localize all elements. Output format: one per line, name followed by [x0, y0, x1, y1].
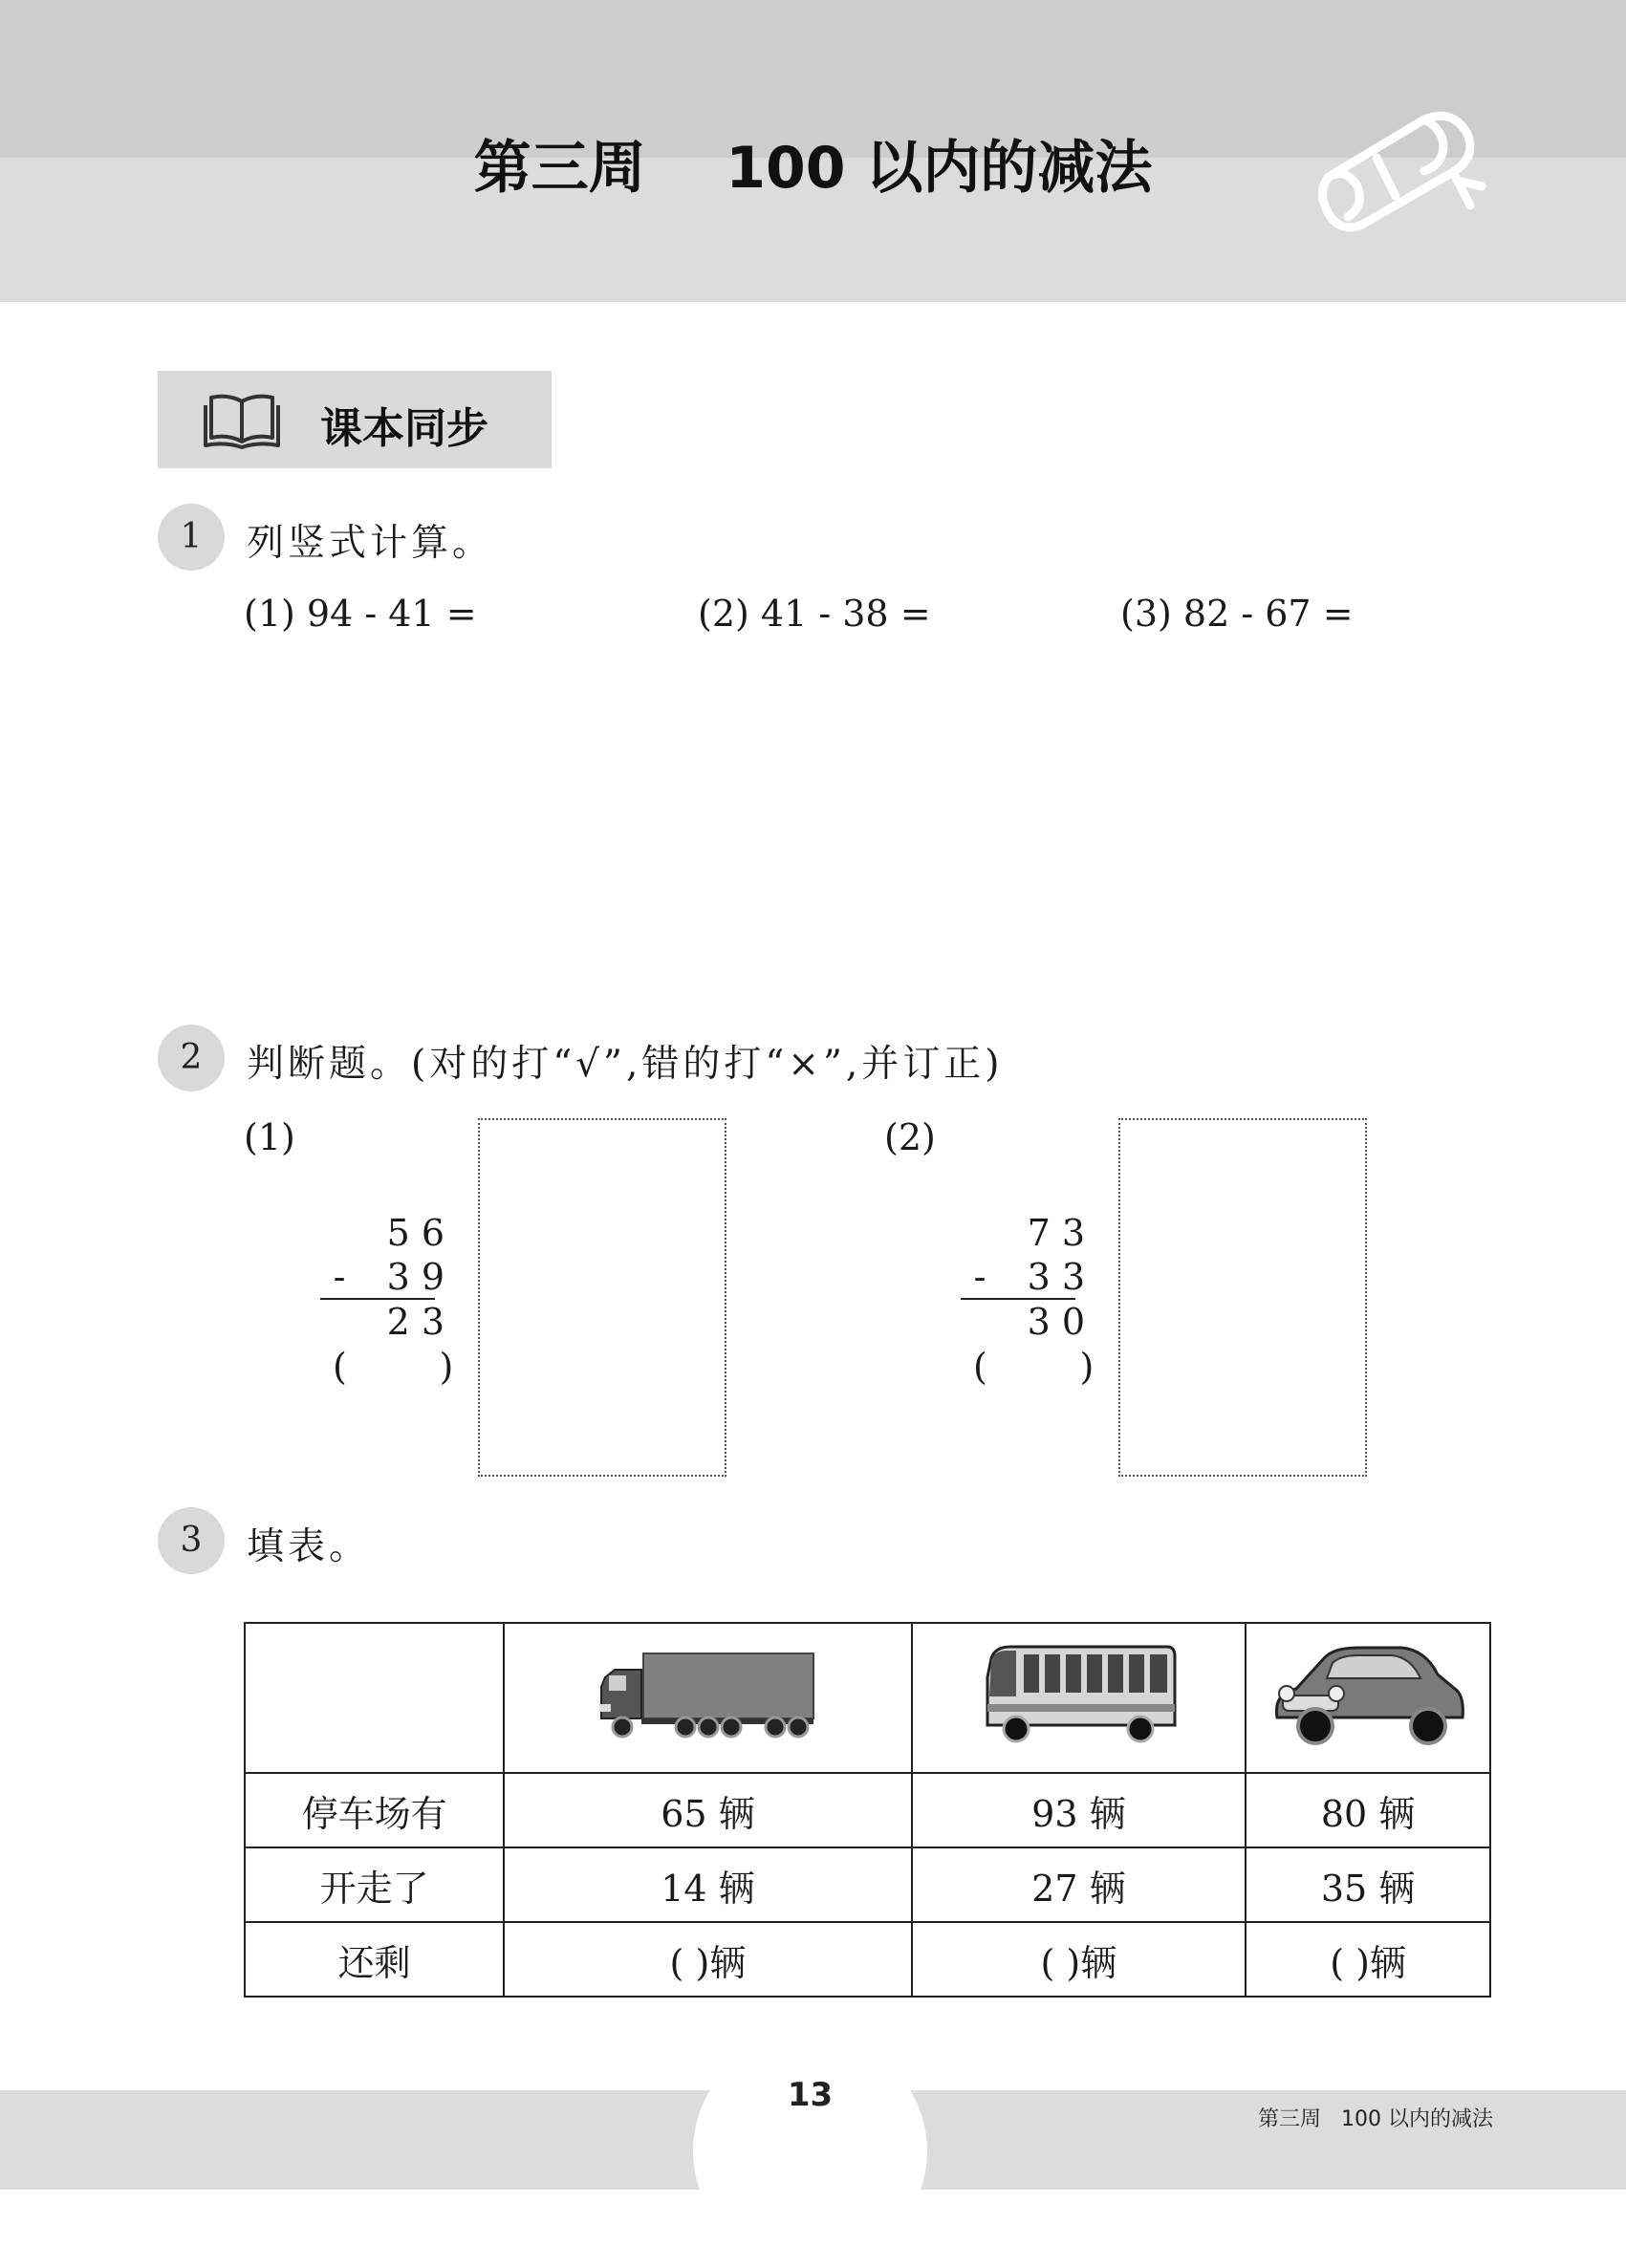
table-header-car: [1246, 1623, 1490, 1773]
rolled-scroll-icon: [1310, 91, 1491, 244]
q1-item-2: (2) 41 - 38 =: [698, 593, 931, 635]
q2-item-1-subtrahend: 3 9: [386, 1256, 444, 1298]
q2-item-1-minus-sign: -: [333, 1256, 346, 1298]
q2-item-1-result: 2 3: [386, 1301, 444, 1343]
cell-left-car: 35 辆: [1246, 1847, 1490, 1922]
cell-parked-car: 80 辆: [1246, 1773, 1490, 1847]
q2-item-1-label: (1): [244, 1116, 295, 1158]
q1-item-3: (3) 82 - 67 =: [1120, 593, 1354, 635]
question-3-prompt: 填表。: [247, 1525, 371, 1568]
q2-item-2-rule: [961, 1298, 1075, 1300]
cell-remaining-bus[interactable]: ( )辆: [912, 1922, 1247, 1997]
car-icon: [1268, 1636, 1468, 1751]
q1-item-1: (1) 94 - 41 =: [244, 593, 477, 635]
page-number-tab: [693, 2034, 927, 2268]
cell-parked-truck: 65 辆: [504, 1773, 911, 1847]
open-book-icon: [204, 390, 280, 449]
table-row: [245, 1922, 1490, 1997]
cell-left-bus: 27 辆: [912, 1847, 1247, 1922]
q2-item-1-minuend: 5 6: [386, 1212, 444, 1254]
q2-item-2-label: (2): [884, 1116, 936, 1158]
row-label-left: 开走了: [245, 1847, 504, 1922]
page-title: 第三周 100 以内的减法: [473, 135, 1153, 202]
q2-item-1-answer-blank[interactable]: ( ): [333, 1346, 454, 1388]
row-label-remaining: 还剩: [245, 1922, 504, 1997]
question-2-number: 2: [158, 1025, 225, 1091]
cell-parked-bus: 93 辆: [912, 1773, 1247, 1847]
table-header-truck: [504, 1623, 911, 1773]
truck-icon: [597, 1649, 817, 1739]
q2-item-1-correction-box[interactable]: [478, 1118, 726, 1477]
q2-item-2-result: 3 0: [1027, 1301, 1085, 1343]
row-label-parked: 停车场有: [245, 1773, 504, 1847]
table-row: [245, 1847, 1490, 1922]
bus-icon: [978, 1639, 1179, 1749]
cell-remaining-car[interactable]: ( )辆: [1246, 1922, 1490, 1997]
section-label: 课本同步: [320, 404, 488, 453]
cell-left-truck: 14 辆: [504, 1847, 911, 1922]
q2-item-2-subtrahend: 3 3: [1027, 1256, 1085, 1298]
q2-item-2-answer-blank[interactable]: ( ): [973, 1346, 1095, 1388]
q2-item-2-minus-sign: -: [973, 1256, 986, 1298]
q2-item-2-minuend: 7 3: [1027, 1212, 1085, 1254]
page-number: 13: [787, 2076, 834, 2114]
question-3-number: 3: [158, 1507, 225, 1574]
table-header-row: [245, 1623, 1490, 1773]
q2-item-2-correction-box[interactable]: [1118, 1118, 1367, 1477]
section-tag: [158, 371, 552, 468]
question-1-number: 1: [158, 504, 225, 571]
q2-item-1-rule: [320, 1298, 435, 1300]
question-2-prompt: 判断题。(对的打“√”,错的打“×”,并订正): [247, 1043, 1004, 1086]
footer-running-title: 第三周 100 以内的减法: [1258, 2107, 1493, 2131]
table-row: [245, 1773, 1490, 1847]
table-header-bus: [912, 1623, 1247, 1773]
table-corner-cell: [245, 1623, 504, 1773]
fill-in-table: [244, 1622, 1491, 1998]
question-1-prompt: 列竖式计算。: [247, 522, 494, 565]
cell-remaining-truck[interactable]: ( )辆: [504, 1922, 911, 1997]
